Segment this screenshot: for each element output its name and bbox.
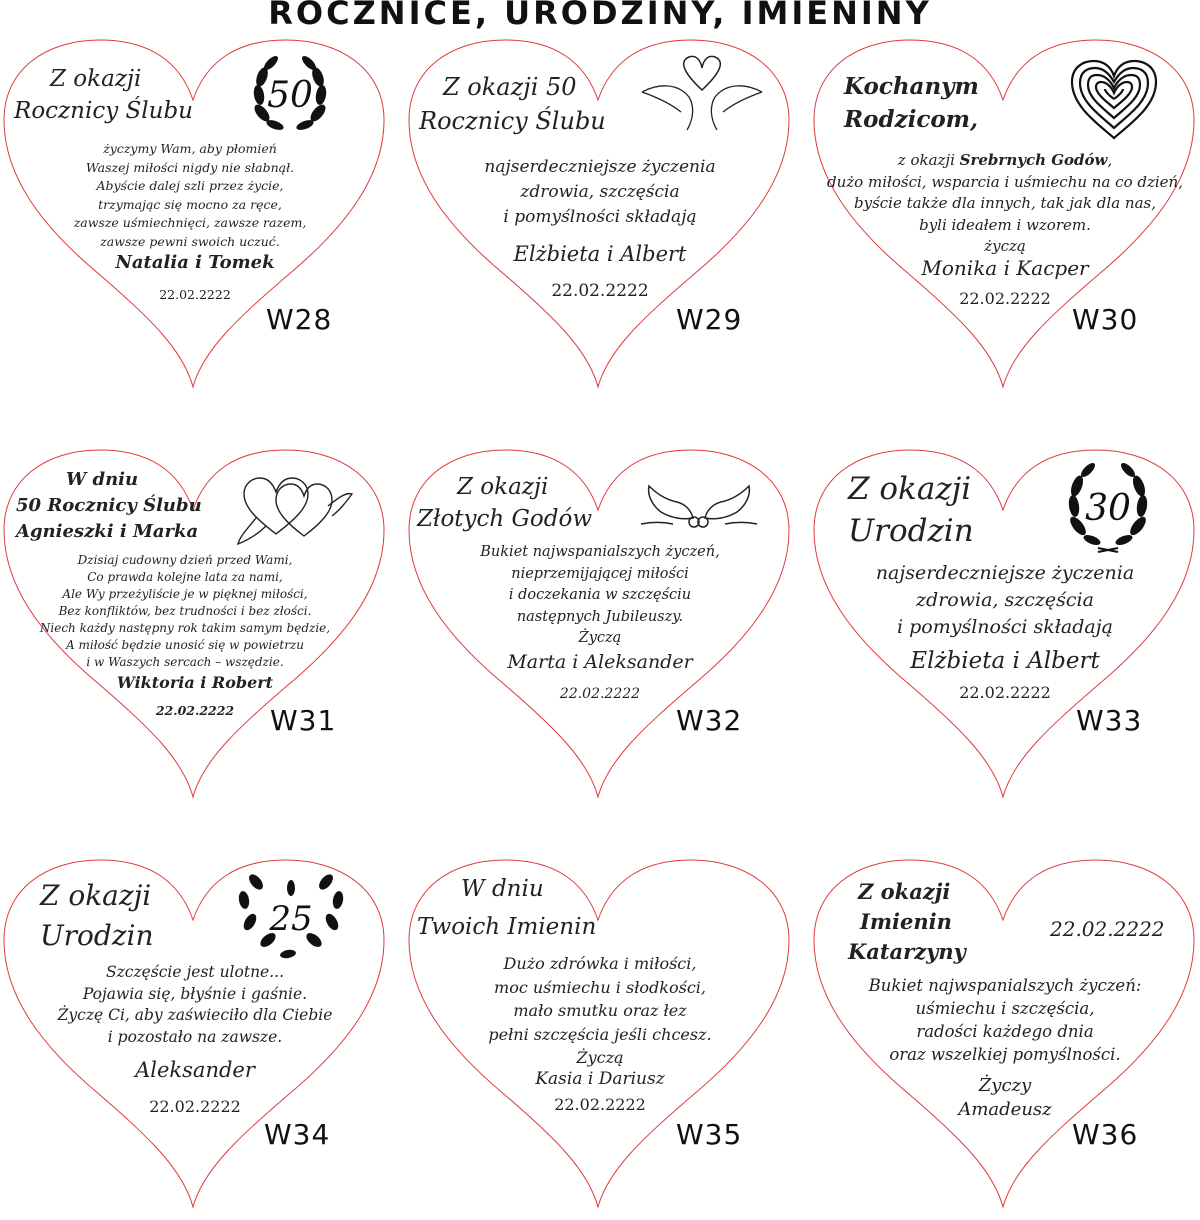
body-line: zdrowia, szczęścia [916, 589, 1094, 611]
body-line: pełni szczęścia jeśli chcesz. [488, 1024, 712, 1044]
heart-heading-line: W dniu [461, 876, 544, 902]
heart-card-w36 [810, 820, 1200, 1220]
heart-date: 22.02.2222 [554, 1095, 646, 1114]
body-line: życzą [984, 237, 1026, 255]
heart-heading-line: Kochanym [844, 73, 979, 100]
laurel-wreath-icon [245, 55, 335, 135]
body-line: Ale Wy przeżyliście je w pięknej miłości, [62, 587, 308, 601]
doves-heart-icon [637, 52, 767, 142]
heart-signature: Aleksander [135, 1058, 255, 1082]
body-line: życzymy Wam, aby płomień [103, 141, 277, 156]
body-line: Dzisiaj cudowny dzień przed Wami, [77, 553, 293, 567]
heart-heading-line: Z okazji [858, 879, 951, 904]
body-line: moc uśmiechu i słodkości, [494, 977, 706, 997]
body-line: Waszej miłości nigdy nie słabnął. [85, 159, 295, 175]
body-line: Bez konfliktów, bez trudności i bez złości. [58, 604, 312, 618]
body-line: i doczekania w szczęściu [508, 587, 692, 603]
emblem-number: 25 [269, 899, 313, 939]
body-line: i w Waszych sercach – wszędzie. [86, 655, 284, 669]
heart-body [820, 150, 1190, 258]
page-title: ROCZNICE, URODZINY, IMIENINY [268, 0, 932, 32]
heart-signature: Wiktoria i Robert [116, 673, 274, 692]
body-line: nieprzemijającej miłości [511, 565, 689, 582]
emblem-number: 50 [267, 75, 313, 116]
heart-card-w30 [810, 0, 1200, 400]
heart-card-w33 [810, 410, 1200, 810]
leaf-heart-icon [236, 872, 346, 960]
body-line: Bukiet najwspanialszych życzeń, [480, 544, 720, 560]
heart-body [445, 952, 755, 1070]
heart-body [30, 962, 360, 1048]
body-line: i pozostało na zawsze. [107, 1027, 283, 1046]
body-line: i pomyślności składają [897, 616, 1113, 638]
body-line: byli ideałem i wzorem. [919, 215, 1091, 234]
signature-line: Życzy [978, 1075, 1032, 1096]
heart-heading-line: Złotych Godów [417, 506, 593, 532]
heart-signature: Kasia i Dariusz [535, 1069, 665, 1089]
heart-body [850, 560, 1160, 641]
body-line: dużo miłości, wsparcia i uśmiechu na co dzień, [827, 172, 1183, 191]
body-line: A miłość będzie unosić się w powietrzu [66, 638, 304, 652]
heart-date: 22.02.2222 [959, 289, 1051, 308]
body-line: zdrowia, szczęścia [520, 182, 680, 202]
body-line: najserdeczniejsze życzenia [875, 562, 1135, 584]
heart-heading-line: Z okazji [457, 474, 549, 500]
body-lead: z okazji [897, 151, 955, 169]
body-line: oraz wszelkiej pomyślności. [889, 1045, 1121, 1064]
heart-heading-line: Rodzicom, [844, 106, 979, 133]
body-line: byście także dla innych, tak jak dla nas, [854, 194, 1156, 212]
body-line: następnych Jubileuszy. [516, 608, 684, 625]
body-line: Niech każdy następny rok takim samym będzie, [39, 621, 331, 635]
body-line: radości każdego dnia [916, 1022, 1094, 1041]
heart-heading-line: Z okazji 50 [443, 73, 577, 101]
heart-heading-line: W dniu [66, 469, 139, 490]
body-line: Życzą [576, 1048, 624, 1067]
heart-body [20, 552, 350, 671]
heart-date: 22.02.2222 [551, 281, 649, 301]
body-line: i pomyślności składają [503, 207, 697, 227]
heart-card-w35 [405, 820, 805, 1220]
body-line: najserdeczniejsze życzenia [484, 157, 716, 177]
body-line: zawsze pewni swoich uczuć. [100, 233, 280, 249]
heart-signature: Elżbieta i Albert [513, 242, 687, 266]
heart-card-w28 [0, 0, 400, 400]
heart-date: 22.02.2222 [1050, 917, 1165, 941]
body-line: Życzę Ci, aby zaświeciło dla Ciebie [57, 1006, 333, 1024]
heart-card-w32 [405, 410, 805, 810]
heart-signature: Marta i Aleksander [507, 651, 693, 673]
body-line: Życzą [578, 630, 622, 646]
body-line: Szczęście jest ulotne... [105, 963, 285, 981]
heart-signature [850, 1074, 1160, 1122]
product-code: W28 [266, 303, 333, 336]
heart-signature: Elżbieta i Albert [910, 648, 1100, 674]
heart-heading-line: Twoich Imienin [417, 914, 597, 940]
body-line: mało smutku oraz łez [513, 1001, 687, 1020]
product-code: W33 [1076, 704, 1143, 737]
heart-date: 22.02.2222 [155, 703, 235, 718]
heart-heading-line: Urodzin [40, 919, 154, 952]
heart-body [830, 974, 1180, 1066]
body-line: trzymając się mocno za ręce, [98, 196, 282, 212]
product-code: W35 [676, 1118, 743, 1151]
heart-date: 22.02.2222 [159, 287, 231, 302]
heart-heading-line: Z okazji [40, 879, 152, 912]
heart-heading-line: Z okazji [848, 471, 972, 507]
body-highlight: Srebrnych Godów [959, 151, 1108, 169]
heart-heading-line: Urodzin [848, 513, 974, 549]
heart-heading-line: Rocznicy Ślubu [14, 98, 193, 124]
product-code: W34 [264, 1118, 331, 1151]
heart-card-w29 [405, 0, 805, 400]
heart-heading-line: Z okazji [50, 66, 142, 92]
heart-date: 22.02.2222 [149, 1097, 241, 1116]
body-line: zawsze uśmiechnięci, zawsze razem, [73, 215, 307, 230]
heart-date: 22.02.2222 [959, 683, 1051, 702]
signature-line: Amadeusz [958, 1099, 1052, 1120]
heart-card-w34 [0, 820, 400, 1220]
product-code: W29 [676, 303, 743, 336]
heart-heading-line: Rocznicy Ślubu [419, 107, 606, 135]
body-line: uśmiechu i szczęścia, [915, 999, 1095, 1018]
body-line: Bukiet najwspanialszych życzeń: [868, 976, 1142, 995]
heart-heading-line: Agnieszki i Marka [16, 521, 199, 542]
body-line [820, 150, 1190, 172]
body-line: Dużo zdrówka i miłości, [503, 954, 697, 973]
heart-signature: Monika i Kacper [921, 256, 1089, 280]
heart-heading-line: 50 Rocznicy Ślubu [16, 495, 202, 516]
heart-signature: Natalia i Tomek [115, 252, 275, 273]
laurel-wreath-icon [1060, 462, 1156, 554]
product-code: W36 [1072, 1118, 1139, 1151]
heart-heading-line: Imienin [860, 909, 952, 934]
dove-hearts-icon [236, 472, 356, 550]
emblem-number: 30 [1085, 488, 1131, 529]
heart-card-w31 [0, 410, 400, 810]
product-code: W30 [1072, 303, 1139, 336]
heart-body [40, 140, 340, 251]
heart-body [445, 542, 755, 650]
body-line: Pojawia się, błyśnie i gaśnie. [82, 984, 308, 1003]
heart-body [445, 155, 755, 230]
body-tail: , [1107, 151, 1113, 169]
doves-rings-icon [637, 472, 761, 534]
body-line: Abyście dalej szli przez życie, [96, 178, 284, 193]
heart-date: 22.02.2222 [559, 686, 641, 702]
product-code: W32 [676, 704, 743, 737]
heart-heading-line: Katarzyny [848, 939, 966, 964]
body-line: Co prawda kolejne lata za nami, [87, 570, 283, 584]
product-code: W31 [270, 704, 337, 737]
fingerprint-heart-icon [1068, 58, 1160, 144]
